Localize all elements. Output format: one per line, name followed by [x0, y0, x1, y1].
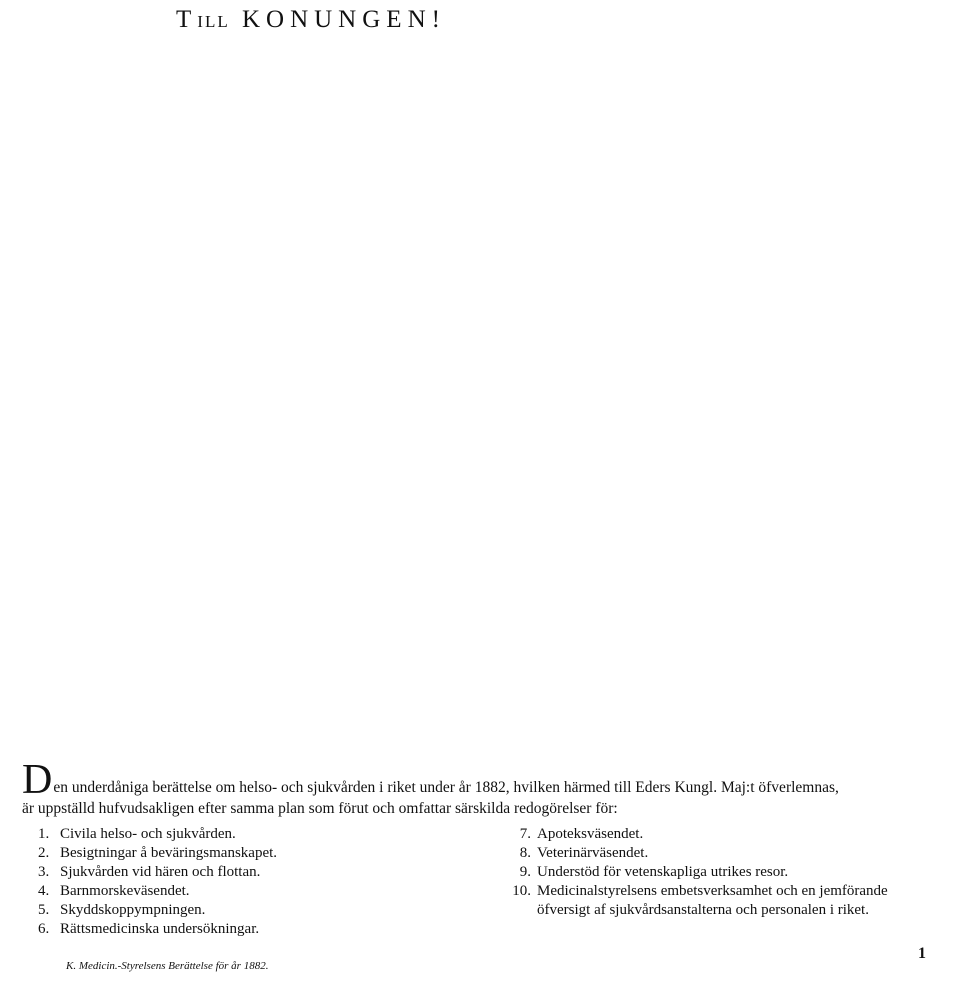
item-number: 3.: [38, 864, 50, 880]
item-number: 8.: [519, 845, 531, 861]
item-number: 5.: [38, 902, 50, 918]
item-number: 7.: [519, 826, 531, 842]
item-number: 4.: [38, 883, 50, 899]
item-text: Apoteksväsendet.: [537, 826, 644, 842]
intro-line-2: är uppställd hufvudsakligen efter samma plan som förut och omfattar särskilda redogörelser för:: [22, 800, 618, 817]
list-item: [38, 863, 488, 882]
report-sections-left: [38, 825, 488, 939]
list-item: [507, 882, 960, 901]
intro-line-1-text: en underdåniga berättelse om helso- och sjukvården i riket under år 1882, hvilken härmed till Eders Kungl. Maj:t öfverlemnas,: [53, 779, 839, 796]
heading-small-caps: ILL: [197, 12, 230, 31]
item-number: 2.: [38, 845, 50, 861]
intro-line-1: [22, 757, 960, 803]
list-item: [38, 844, 488, 863]
list-item: [38, 920, 488, 939]
item-text: Besigtningar å beväringsmanskapet.: [60, 845, 278, 861]
intro-paragraph: [22, 757, 960, 819]
list-item: [38, 825, 488, 844]
report-sections-right: [507, 825, 960, 920]
item-text: Civila helso- och sjukvården.: [60, 826, 236, 842]
item-text: Sjukvården vid hären och flottan.: [60, 864, 261, 880]
item-number: 6.: [38, 921, 50, 937]
item-text-continuation: öfversigt af sjukvårdsanstalterna och personalen i riket.: [537, 902, 869, 918]
list-item: [507, 844, 960, 863]
item-number: 10.: [512, 883, 531, 899]
item-text: Veterinärväsendet.: [537, 845, 649, 861]
item-text: Barnmorskeväsendet.: [60, 883, 190, 899]
item-text: Understöd för vetenskapliga utrikes resor.: [537, 864, 789, 880]
item-text: Medicinalstyrelsens embetsverksamhet och en jemförande: [537, 883, 888, 899]
item-number: 1.: [38, 826, 50, 842]
list-item: [507, 825, 960, 844]
heading-rest: KONUNGEN!: [241, 6, 446, 33]
list-item: [507, 863, 960, 882]
list-item: [38, 901, 488, 920]
footer-signature: K. Medicin.-Styrelsens Berättelse för år 1882.: [66, 960, 269, 972]
item-text: Skyddskoppympningen.: [60, 902, 206, 918]
page-number: 1: [918, 945, 926, 962]
list-item-continuation: [507, 901, 960, 920]
item-number: 9.: [519, 864, 531, 880]
list-item: [38, 882, 488, 901]
drop-cap: D: [22, 757, 53, 803]
item-text: Rättsmedicinska undersökningar.: [60, 921, 260, 937]
page-heading: [176, 6, 446, 34]
heading-initial: T: [176, 6, 198, 33]
